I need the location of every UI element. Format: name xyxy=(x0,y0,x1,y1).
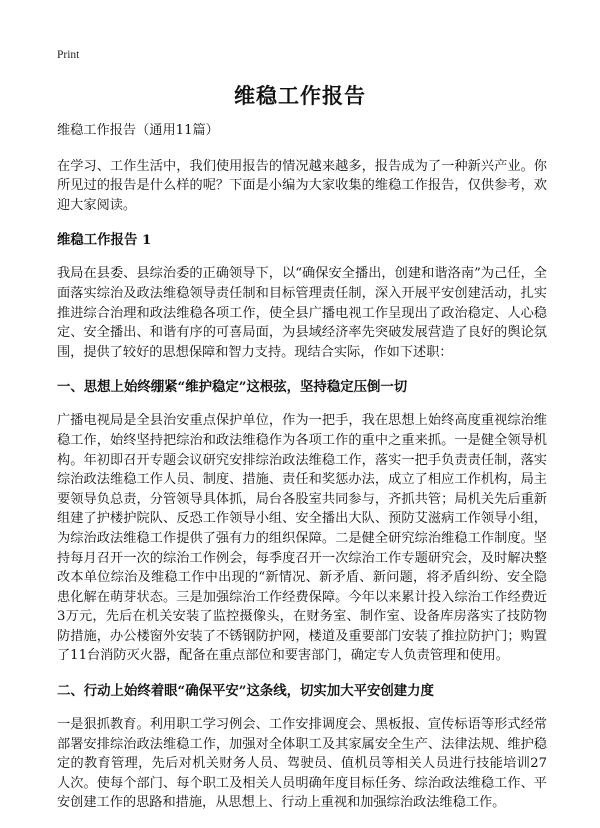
document-title: 维稳工作报告 xyxy=(234,84,366,108)
document-subtitle: 维稳工作报告（通用11篇） xyxy=(57,123,219,138)
part-two-paragraph: 一是狠抓教育。利用职工学习例会、工作安排调度会、黑板报、宣传标语等形式经常部署安排综治政法维稳工作，加强对全体职工及其家属安全生产、法律法规、维护稳定的教育管理，先后对机关财务人员、驾驶员、值机员等相关人员进行技能培训27人次。使每个部门、每个职工及相关人员明确年度目标任务、综治政法维稳工作、平安创建工作的思路和措施，从思想上、行动上重视和加强综治政法维稳工作。 xyxy=(57,717,547,811)
part-one-heading: 一、思想上始终绷紧“维护稳定”这根弦，坚持稳定压倒一切 xyxy=(57,379,408,396)
part-one-paragraph: 广播电视局是全县治安重点保护单位，作为一把手，我在思想上始终高度重视综治维稳工作，始终坚持把综治和政法维稳作为各项工作的重中之重来抓。一是健全领导机构。年初即召开专题会议研究安排综治政法维稳工作，落实一把手负责责任制，落实综治政法维稳工作人员、制度、措施、责任和奖惩办法，成立了相应工作机构，局主要领导负总责，分管领导具体抓，局台各股室共同参与，齐抓共管；局机关先后重新组建了护楼护院队、反恐工作领导小组、安全播出大队、预防艾滋病工作领导小组，为综治政法维稳工作提供了强有力的组织保障。二是健全研究综治维稳工作制度。坚持每月召开一次的综治工作例会，每季度召开一次综治工作专题研究会，及时解决整改本单位综治及维稳工作中出现的“新情况、新矛盾、新问题，将矛盾纠纷、安全隐患化解在萌芽状态。三是加强综治工作经费保障。今年以来累计投入综治工作经费近3万元，先后在机关安装了监控摄像头，在财务室、制作室、设备库房落实了技防物防措施，办公楼窗外安装了不锈钢防护网，楼道及重要部门安装了推拉防护门；购置了11台消防灭火器，配备在重点部位和要害部门，确定专人负责管理和使用。 xyxy=(57,413,547,664)
intro-paragraph: 在学习、工作生活中，我们使用报告的情况越来越多，报告成为了一种新兴产业。你所见过的报告是什么样的呢？下面是小编为大家收集的维稳工作报告，仅供参考，欢迎大家阅读。 xyxy=(57,158,547,213)
part-two-heading: 二、行动上始终着眼“确保平安”这条线，切实加大平安创建力度 xyxy=(57,683,434,700)
print-link[interactable]: Print xyxy=(57,49,80,61)
section-heading: 维稳工作报告 1 xyxy=(57,232,152,249)
section-intro-paragraph: 我局在县委、县综治委的正确领导下，以“确保安全播出，创建和谐洛南”为己任，全面落实综治及政法维稳领导责任制和目标管理责任制，深入开展平安创建活动，扎实推进综合治理和政法维稳各项工作，使全县广播电视工作呈现出了政治稳定、人心稳定、安全播出、和谐有序的可喜局面，为县域经济率先突破发展营造了良好的舆论氛围，提供了较好的思想保障和智力支持。现结合实际，作如下述职： xyxy=(57,266,547,360)
document-body xyxy=(57,121,547,828)
